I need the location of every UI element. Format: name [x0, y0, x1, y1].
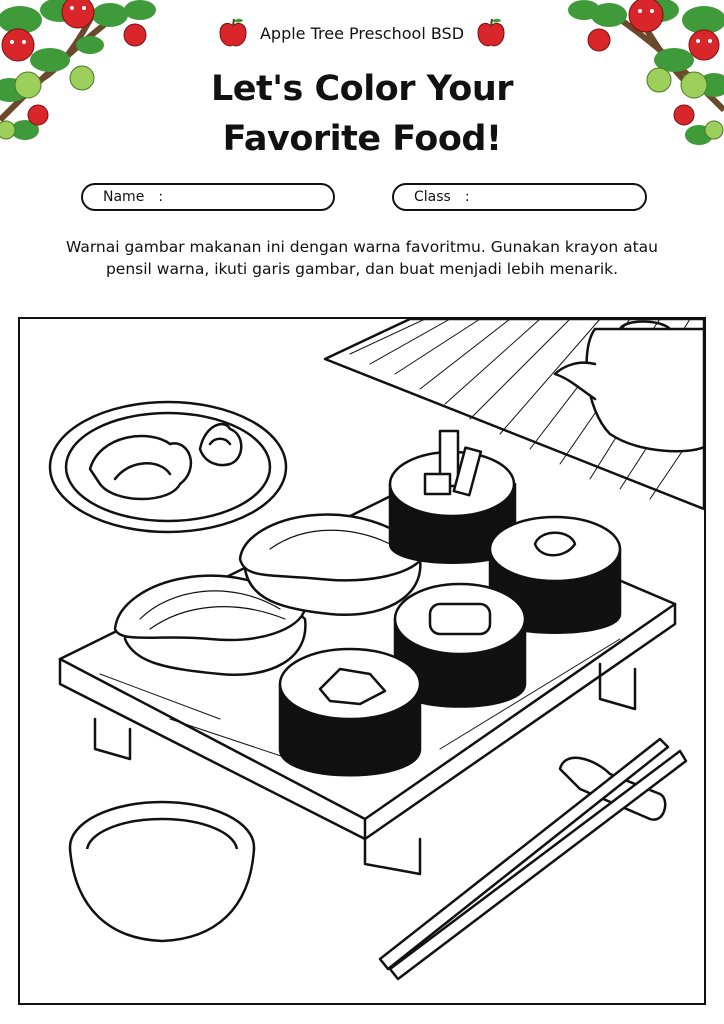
apple-icon [218, 17, 248, 49]
name-separator: : [158, 189, 164, 205]
page-title [0, 64, 724, 164]
title-line-1: Let's Color Your [210, 69, 514, 109]
coloring-frame [18, 317, 706, 1005]
school-header [0, 16, 724, 50]
sushi-coloring-illustration [20, 319, 704, 1003]
name-field[interactable] [81, 183, 335, 211]
school-name: Apple Tree Preschool BSD [259, 23, 465, 43]
instructions-line-2: pensil warna, ikuti garis gambar, dan buat menjadi lebih menarik. [105, 260, 619, 278]
apple-icon [476, 17, 506, 49]
instructions-line-1: Warnai gambar makanan ini dengan warna favoritmu. Gunakan krayon atau [65, 238, 658, 256]
name-label: Name [103, 189, 145, 205]
maki-roll-front [280, 649, 420, 775]
soy-sauce-bowl [70, 802, 254, 941]
class-separator: : [464, 189, 470, 205]
class-field[interactable] [392, 183, 647, 211]
title-line-2: Favorite Food! [222, 119, 502, 159]
class-label: Class [414, 189, 451, 205]
instructions [30, 236, 694, 280]
ginger-plate [50, 402, 286, 532]
